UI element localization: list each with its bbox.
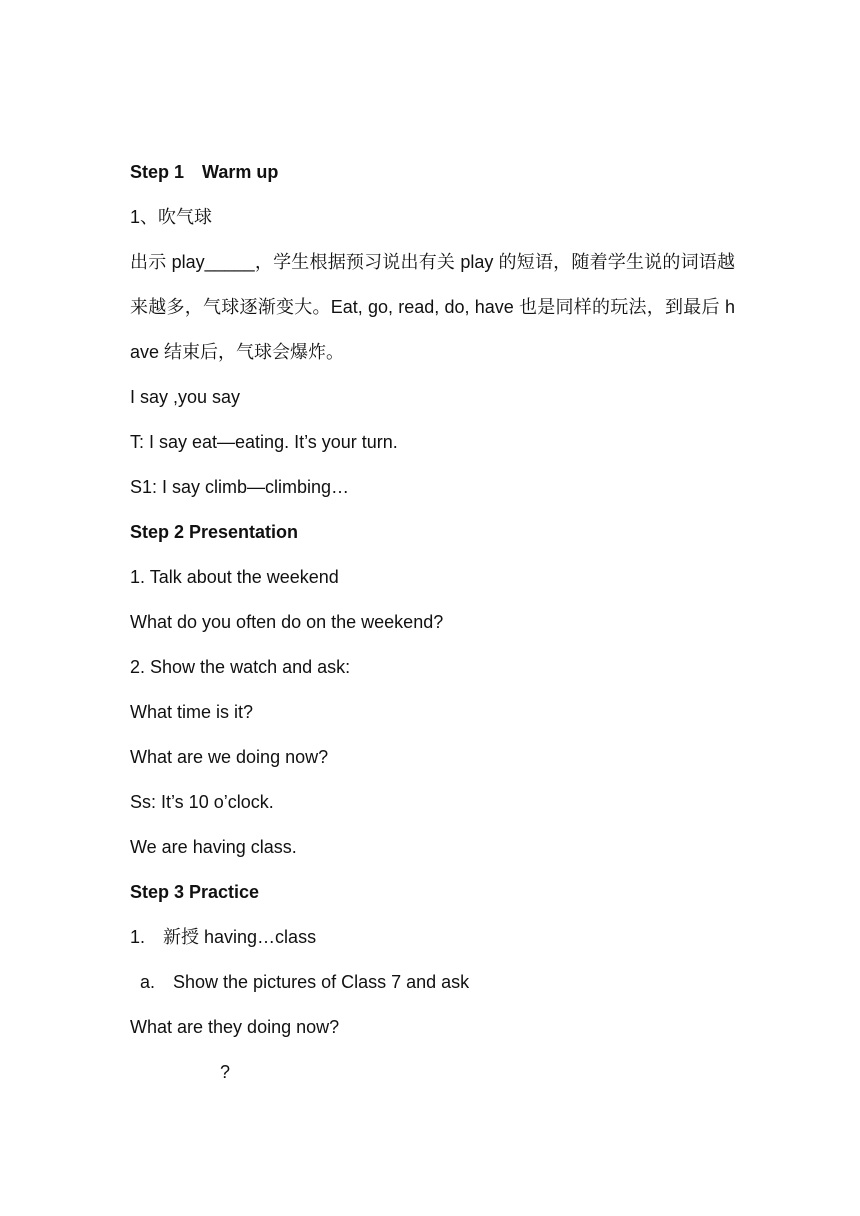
text-line: a. Show the pictures of Class 7 and ask <box>140 972 470 992</box>
text-line: S1: I say climb—climbing… <box>130 477 350 497</box>
text-line: Ss: It’s 10 o’clock. <box>130 792 274 812</box>
text-line: T: I say eat—eating. It’s your turn. <box>130 432 398 452</box>
activity-description: 出示 play_____，学生根据预习说出有关 play 的短语，随着学生说的词语越来越多，气球逐渐变大。Eat, go, read, do, have 也是同样的玩法，到最后 have 结束后，气球会爆炸。 <box>130 252 735 362</box>
text-line: 1. 新授 having…class <box>130 927 317 947</box>
step1-heading: Step 1 Warm up <box>130 162 279 182</box>
text-line: What time is it? <box>130 702 254 722</box>
text-line: What do you often do on the weekend? <box>130 612 444 632</box>
text-line: 2. Show the watch and ask: <box>130 657 351 677</box>
step3-heading: Step 3 Practice <box>130 882 260 902</box>
text-line: We are having class. <box>130 837 297 857</box>
text-line: I say ,you say <box>130 387 241 407</box>
text-line: ? <box>220 1062 231 1082</box>
step2-heading: Step 2 Presentation <box>130 522 299 542</box>
text-line: 1. Talk about the weekend <box>130 567 339 587</box>
activity-title: 1、吹气球 <box>130 207 213 227</box>
text-line: What are they doing now? <box>130 1017 340 1037</box>
text-line: What are we doing now? <box>130 747 329 767</box>
